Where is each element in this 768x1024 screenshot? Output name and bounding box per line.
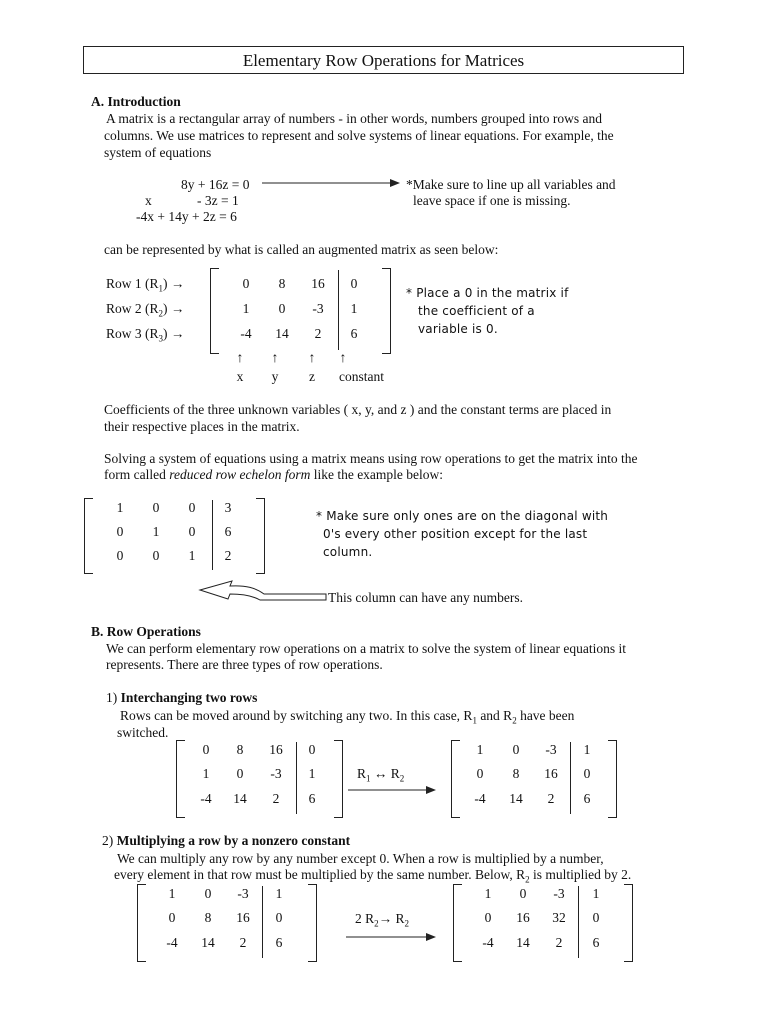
equation-2-x: x (145, 193, 152, 208)
matrix-right-bracket (382, 268, 391, 354)
matrix-left-bracket (210, 268, 219, 354)
matrix-left-bracket (453, 884, 462, 962)
op1-desc-line: Rows can be moved around by switching any two. In this case, $R_1$ and $R_2$ have been (120, 708, 575, 726)
section-a-heading: A. Introduction (91, 94, 181, 109)
row-ops-para-line: We can perform elementary row operations on a matrix to solve the system of linear equations it (106, 641, 627, 656)
matrix-right-bracket (308, 884, 317, 962)
matrix-cell: 0 (308, 742, 316, 757)
matrix-cell: 0 (188, 500, 196, 515)
matrix-cell: 1 (592, 886, 600, 901)
op2-heading: 2) Multiplying a row by a nonzero constant (102, 833, 351, 848)
matrix-cell: 2 (272, 791, 280, 806)
equation-3: -4x + 14y + 2z = 6 (136, 209, 237, 224)
op2-desc-line: every element in that row must be multiplied by the same number. Below, $R_2$ is multiplied by 2. (114, 867, 632, 885)
rref-column-note: This column can have any numbers. (328, 590, 523, 605)
up-arrow-icon: ↑ (308, 351, 316, 366)
matrix-cell: 1 (116, 500, 124, 515)
matrix-cell: 0 (168, 910, 176, 925)
equations-note-line: *Make sure to line up all variables and (406, 177, 616, 192)
matrix-cell: -3 (312, 301, 324, 316)
matrix-left-bracket (84, 498, 93, 574)
matrix-cell: 0 (152, 500, 160, 515)
matrix-cell: 0 (116, 548, 124, 563)
matrix-left-bracket (176, 740, 185, 818)
matrix-cell: 0 (583, 766, 591, 781)
op1-label: $R_1$ ↔ $R_2$ (357, 766, 405, 784)
matrix-note-line: variable is 0. (418, 322, 498, 336)
column-label-x: x (236, 369, 244, 384)
matrix-cell: 1 (583, 742, 591, 757)
matrix-cell: 6 (308, 791, 316, 806)
page-title: Elementary Row Operations for Matrices (83, 46, 684, 74)
matrix-cell: 8 (278, 276, 286, 291)
matrix-cell: 3 (224, 500, 232, 515)
intro-para-4-line: form called reduced row echelon form like the example below: (104, 467, 444, 482)
intro-para-4-line: Solving a system of equations using a matrix means using row operations to get the matrix into the (104, 451, 638, 466)
matrix-cell: 0 (202, 742, 210, 757)
matrix-cell: 1 (275, 886, 283, 901)
op2-desc-line: We can multiply any row by any number except 0. When a row is multiplied by a number, (117, 851, 604, 866)
matrix-cell: 8 (512, 766, 520, 781)
matrix-cell: -4 (166, 935, 178, 950)
intro-para-line: columns. We use matrices to represent and solve systems of linear equations. For example, the (104, 128, 614, 143)
matrix-cell: 0 (592, 910, 600, 925)
rref-note-line: column. (323, 545, 373, 559)
matrix-cell: 16 (311, 276, 325, 291)
matrix-cell: 8 (236, 742, 244, 757)
up-arrow-icon: ↑ (236, 351, 244, 366)
matrix-cell: 14 (509, 791, 523, 806)
column-label-y: y (271, 369, 279, 384)
intro-para-line: A matrix is a rectangular array of numbers - in other words, numbers grouped into rows and (106, 111, 602, 126)
matrix-cell: 6 (592, 935, 600, 950)
op1-desc-line: switched. (117, 725, 169, 740)
matrix-cell: 1 (188, 548, 196, 563)
matrix-cell: 0 (484, 910, 492, 925)
matrix-cell: 0 (350, 276, 358, 291)
equations-arrow (262, 178, 402, 188)
matrix-cell: 6 (583, 791, 591, 806)
intro-para-2: can be represented by what is called an augmented matrix as seen below: (104, 242, 499, 257)
matrix-cell: 6 (275, 935, 283, 950)
matrix-right-bracket (334, 740, 343, 818)
matrix-cell: 1 (350, 301, 358, 316)
up-arrow-icon: ↑ (339, 351, 347, 366)
matrix-cell: 14 (516, 935, 530, 950)
rref-note-line: 0's every other position except for the last (323, 527, 588, 541)
matrix-cell: 16 (269, 742, 283, 757)
matrix-cell: 6 (224, 524, 232, 539)
intro-para-3-line: their respective places in the matrix. (104, 419, 300, 434)
matrix-right-bracket (608, 740, 617, 818)
matrix-left-bracket (451, 740, 460, 818)
intro-para-3-line: Coefficients of the three unknown variables ( x, y, and z ) and the constant terms are placed in (104, 402, 612, 417)
column-label-constant: constant (339, 369, 384, 384)
matrix-cell: 1 (242, 301, 250, 316)
matrix-cell: 0 (476, 766, 484, 781)
matrix-cell: -4 (200, 791, 212, 806)
column-label-z: z (309, 369, 315, 384)
matrix-cell: 0 (519, 886, 527, 901)
op2-label: 2 $R_2\to R_2$ (355, 911, 410, 929)
matrix-right-bracket (256, 498, 265, 574)
matrix-cell: 0 (512, 742, 520, 757)
row-label-1: Row 1 $(R_1)$ → (106, 276, 185, 294)
matrix-cell: -4 (482, 935, 494, 950)
equations-note-line: leave space if one is missing. (413, 193, 571, 208)
matrix-cell: 0 (116, 524, 124, 539)
curved-arrow-icon (198, 578, 328, 608)
row-label-3: Row 3 $(R_3)$ → (106, 326, 185, 344)
matrix-cell: -3 (270, 766, 282, 781)
matrix-right-bracket (624, 884, 633, 962)
matrix-cell: 0 (275, 910, 283, 925)
equation-2-z: - 3z = 1 (197, 193, 239, 208)
matrix-cell: 16 (236, 910, 250, 925)
equation-1: 8y + 16z = 0 (181, 177, 250, 192)
section-b-heading: B. Row Operations (91, 624, 201, 639)
matrix-cell: 8 (204, 910, 212, 925)
matrix-cell: -3 (553, 886, 565, 901)
matrix-cell: 14 (233, 791, 247, 806)
intro-para-line: system of equations (104, 145, 212, 160)
op2-arrow (346, 932, 438, 942)
rref-note-line: * Make sure only ones are on the diagonal with (316, 509, 609, 523)
op1-heading: 1) Interchanging two rows (106, 690, 258, 705)
matrix-cell: 1 (168, 886, 176, 901)
matrix-cell: 0 (188, 524, 196, 539)
matrix-left-bracket (137, 884, 146, 962)
matrix-cell: 0 (204, 886, 212, 901)
matrix-cell: 0 (152, 548, 160, 563)
matrix-cell: 2 (314, 326, 322, 341)
matrix-cell: -3 (237, 886, 249, 901)
op1-arrow (348, 785, 438, 795)
row-ops-para-line: represents. There are three types of row operations. (106, 657, 383, 672)
matrix-cell: 16 (544, 766, 558, 781)
matrix-cell: 6 (350, 326, 358, 341)
matrix-cell: 1 (152, 524, 160, 539)
matrix-cell: 14 (201, 935, 215, 950)
matrix-cell: -4 (474, 791, 486, 806)
matrix-cell: 1 (484, 886, 492, 901)
matrix-cell: 2 (224, 548, 232, 563)
matrix-note-line: * Place a 0 in the matrix if (406, 286, 569, 300)
matrix-note-line: the coefficient of a (418, 304, 535, 318)
matrix-cell: 0 (242, 276, 250, 291)
matrix-cell: 16 (516, 910, 530, 925)
matrix-cell: 2 (547, 791, 555, 806)
matrix-cell: 2 (239, 935, 247, 950)
row-label-2: Row 2 $(R_2)$ → (106, 301, 185, 319)
matrix-cell: 2 (555, 935, 563, 950)
matrix-cell: 14 (275, 326, 289, 341)
matrix-cell: 1 (308, 766, 316, 781)
matrix-cell: 0 (278, 301, 286, 316)
matrix-cell: 32 (552, 910, 566, 925)
matrix-cell: 0 (236, 766, 244, 781)
matrix-cell: -3 (545, 742, 557, 757)
matrix-cell: -4 (240, 326, 252, 341)
up-arrow-icon: ↑ (271, 351, 279, 366)
matrix-cell: 1 (202, 766, 210, 781)
matrix-cell: 1 (476, 742, 484, 757)
